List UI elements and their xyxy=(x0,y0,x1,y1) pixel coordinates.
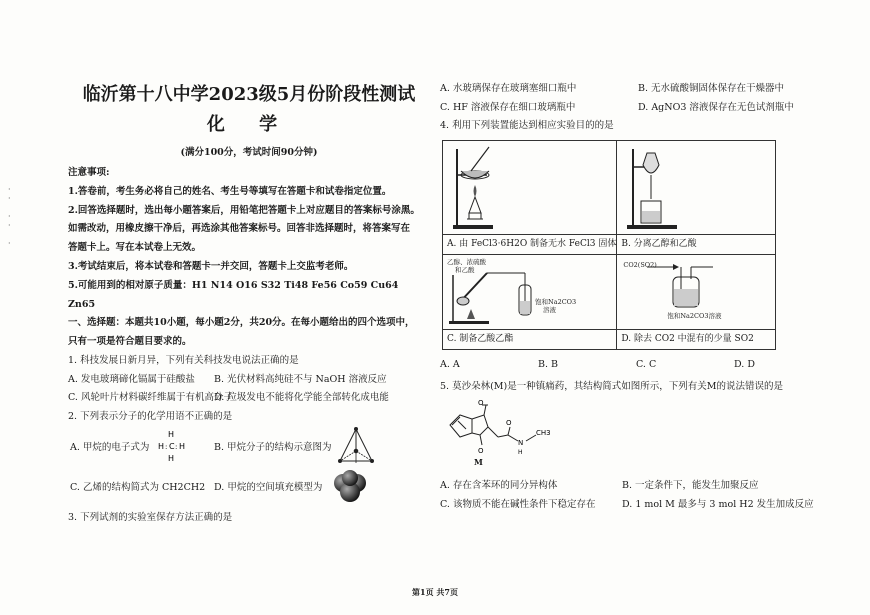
svg-text:C: C xyxy=(169,441,175,451)
q4-option-b: B. B xyxy=(538,358,559,370)
evaporation-apparatus-diagram xyxy=(443,141,601,234)
atom-h: H xyxy=(518,449,523,457)
svg-text::: : xyxy=(165,442,168,451)
note-line: 2.回答选择题时，选出每小题答案后，用铅笔把答题卡上对应题目的答案标号涂黑。 xyxy=(68,204,420,216)
q5-structure xyxy=(440,397,840,467)
left-column xyxy=(68,78,430,527)
q2-row-cd xyxy=(68,467,430,507)
svg-text:H: H xyxy=(168,453,175,463)
label-c-reagents: 乙醇、浓硫酸 xyxy=(447,257,486,266)
molecule-label-m: M xyxy=(474,457,483,468)
page-footer: 第1页 共7页 xyxy=(412,587,458,597)
note-line: 答题卡上。写在本试卷上无效。 xyxy=(68,242,202,254)
score-info: (满分100分，考试时间90分钟) xyxy=(180,147,318,158)
q2-row-ab xyxy=(68,427,430,467)
q1-stem: 1. 科技发展日新月异，下列有关科技发电说法正确的是 xyxy=(68,354,299,366)
q1-option-b: B. 光伏材料高纯硅不与 NaOH 溶液反应 xyxy=(214,373,387,385)
q4-image-b xyxy=(617,141,775,234)
q2-stem: 2. 下列表示分子的化学用语不正确的是 xyxy=(68,410,233,422)
svg-text:H: H xyxy=(179,441,186,451)
q4-cell-d xyxy=(617,254,776,349)
separatory-funnel-diagram xyxy=(617,141,775,234)
q1-option-c: C. 风轮叶片材料碳纤维属于有机高分子 xyxy=(68,392,233,404)
q4-image-d xyxy=(617,255,775,329)
notes-heading: 注意事项: xyxy=(68,167,110,178)
section1-line1: 一、选择题：本题共10小题，每小题2分，共20分。在每小题给出的四个选项中， xyxy=(68,317,415,329)
q4-caption-b: B. 分离乙醇和乙酸 xyxy=(617,234,775,254)
q4-cell-a xyxy=(443,140,617,254)
q4-cell-c xyxy=(443,254,617,349)
q4-stem: 4. 利用下列装置能达到相应实验目的的是 xyxy=(440,120,614,131)
binding-marks: · · · · · xyxy=(8,185,11,248)
q1-option-d: D. 垃圾发电不能将化学能全部转化成电能 xyxy=(214,392,389,404)
q3-options-row1 xyxy=(440,80,840,99)
right-column xyxy=(440,78,840,514)
q2-option-c: C. 乙烯的结构简式为 CH2CH2 xyxy=(70,481,206,493)
note-line: 5.可能用到的相对原子质量：H1 N14 O16 S32 Ti48 Fe56 Co59 Cu64 xyxy=(68,279,399,291)
q5-option-c: C. 该物质不能在碱性条件下稳定存在 xyxy=(440,498,596,510)
q1-option-a: A. 发电玻璃碲化镉属于硅酸盐 xyxy=(68,373,195,385)
q3-stem: 3. 下列试剂的实验室保存方法正确的是 xyxy=(68,511,233,523)
q5-options-row1 xyxy=(440,477,840,496)
note-line: Zn65 xyxy=(68,298,96,310)
atom-o-3: O xyxy=(506,419,512,428)
methane-space-filling-model xyxy=(330,469,370,503)
q5-stem: 5. 莫沙朵林(M)是一种镇痛药，其结构简式如图所示，下列有关M的说法错误的是 xyxy=(440,381,783,393)
q5-options-row2 xyxy=(440,496,840,515)
q3-option-a: A. 水玻璃保存在玻璃塞细口瓶中 xyxy=(440,83,577,94)
q2-option-a: A. 甲烷的电子式为 xyxy=(70,441,150,453)
subject-title: 化 学 xyxy=(206,114,292,135)
atom-ch3: CH3 xyxy=(536,429,551,438)
q4-image-c xyxy=(443,255,616,329)
methane-electron-formula xyxy=(158,427,188,465)
q3-option-d: D. AgNO3 溶液保存在无色试剂瓶中 xyxy=(638,101,794,113)
q1-options-row1 xyxy=(68,371,430,390)
label-d-solution: 饱和Na2CO3溶液 xyxy=(667,311,722,320)
label-c-solution: 溶液 xyxy=(543,305,556,314)
note-line: 3.考试结束后，将本试卷和答题卡一并交回，答题卡上交监考老师。 xyxy=(68,260,354,272)
label-c-na2co3: 饱和Na2CO3 xyxy=(535,297,577,306)
q4-apparatus-table xyxy=(442,140,776,350)
q3-option-c: C. HF 溶液保存在细口玻璃瓶中 xyxy=(440,101,576,113)
atom-n: N xyxy=(518,439,524,448)
svg-text:H: H xyxy=(158,441,165,451)
q2-option-b: B. 甲烷分子的结构示意图为 xyxy=(214,441,332,453)
atom-o-2: O xyxy=(478,447,484,456)
q5-option-d: D. 1 mol M 最多与 3 mol H2 发生加成反应 xyxy=(622,498,814,510)
q3-option-b: B. 无水硫酸铜固体保存在干燥器中 xyxy=(638,83,785,94)
q4-option-c: C. C xyxy=(636,358,657,370)
notes-block xyxy=(68,164,430,314)
label-d-gas: CO2(SO2) xyxy=(623,260,657,269)
section1-line2: 只有一项是符合题目要求的。 xyxy=(68,336,192,348)
svg-text::: : xyxy=(175,442,178,451)
q4-caption-d: D. 除去 CO2 中混有的少量 SO2 xyxy=(617,329,775,349)
atom-o-1: O xyxy=(478,399,484,408)
q1-options-row2 xyxy=(68,389,430,408)
q4-answer-options xyxy=(440,356,840,375)
q4-caption-c: C. 制备乙酸乙酯 xyxy=(443,329,616,349)
note-line: 如需改动，用橡皮擦干净后，再选涂其他答案标号。回答非选择题时，将答案写在 xyxy=(68,223,411,235)
note-line: 1.答卷前，考生务必将自己的姓名、考生号等填写在答题卡和试卷指定位置。 xyxy=(68,185,392,197)
q4-cell-b xyxy=(617,140,776,254)
q5-option-b: B. 一定条件下，能发生加聚反应 xyxy=(622,480,759,492)
q4-image-a xyxy=(443,141,616,234)
q2-option-d: D. 甲烷的空间填充模型为 xyxy=(214,481,323,493)
q4-caption-a: A. 由 FeCl3·6H2O 制备无水 FeCl3 固体 xyxy=(443,234,616,254)
q5-option-a: A. 存在含苯环的同分异构体 xyxy=(440,480,558,492)
q3-options-row2 xyxy=(440,99,840,118)
methane-structure-diagram xyxy=(336,427,376,467)
q4-option-a: A. A xyxy=(440,358,460,370)
page-title: 临沂第十八中学2023级5月份阶段性测试 xyxy=(82,84,416,105)
q4-option-d: D. D xyxy=(734,358,755,370)
label-c-acid: 和乙酸 xyxy=(455,265,475,274)
svg-text:H: H xyxy=(168,429,175,439)
mosadoline-structure xyxy=(444,399,554,461)
